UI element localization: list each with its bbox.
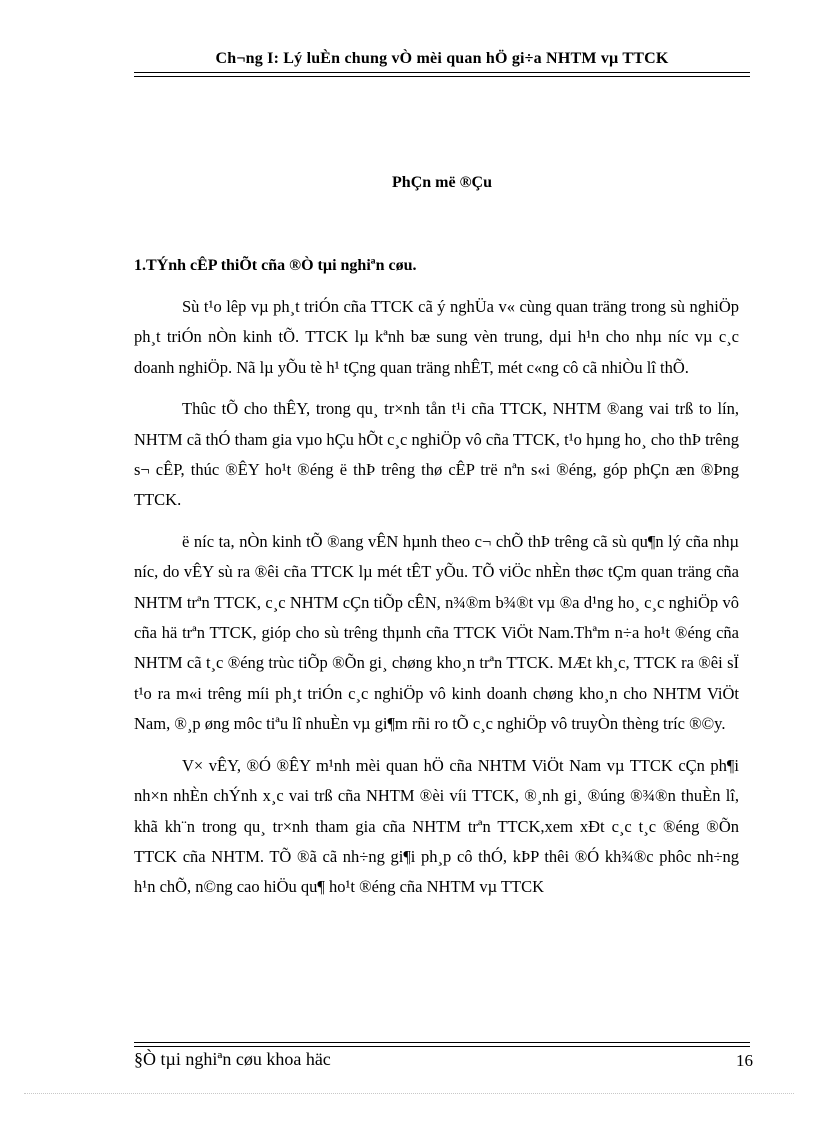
running-header: Ch¬ng I: Lý luÈn chung vÒ mèi quan hÖ gi÷a NHTM vµ TTCK [215, 50, 669, 67]
page-break-line [24, 1093, 794, 1094]
chapter-heading: PhÇn më ®Çu [392, 174, 492, 191]
header-rule-bottom [134, 76, 750, 77]
footer-rule-top [134, 1042, 750, 1043]
section-title: 1.TÝnh cÊP thiÕt cña ®Ò tµi nghiªn cøu. [134, 257, 417, 274]
footer-title: §Ò tµi nghiªn cøu khoa häc [134, 1049, 331, 1069]
paragraph-3: ë níc ta, nÒn kinh tÕ ®ang vÊN hµnh theo c¬ chÕ thÞ trêng cã sù qu¶n lý cña nhµ níc, do vÊY sù ra ®êi cña TTCK lµ mét tÊT yÕu. TÕ viÖc nhÈn thøc tÇm quan träng cña NHTM trªn TTCK, c¸c NHTM cÇn tiÕp cÊN, n¾®m b¾®t vµ ®a d¹ng ho¸ c¸c nghiÖp vô cña hä trªn TTCK, gióp cho sù trêng thµnh cña TTCK ViÖt Nam.Thªm n÷a ho¹t ®éng cña NHTM cã t¸c ®éng trùc tiÕp ®Õn gi¸ chøng kho¸n trªn TTCK. MÆt kh¸c, TTCK ra ®êi sÏ t¹o ra m«i trêng míi ph¸t triÓn c¸c nghiÖp vô kinh doanh chøng kho¸n cho NHTM ViÖt Nam, ®¸p øng môc tiªu lî nhuÈn vµ gi¶m rñi ro tÕ c¸c nghiÖp vô truyÒn thèng tríc ®©y. [134, 531, 739, 734]
header-rule-top [134, 72, 750, 73]
paragraph-4: V× vÊY, ®Ó ®ÊY m¹nh mèi quan hÖ cña NHTM ViÖt Nam vµ TTCK cÇn ph¶i nh×n nhÈn chÝnh x¸c vai trß cña NHTM ®èi víi TTCK, ®¸nh gi¸ ®úng ®¾®n thuÈn lî, khã kh¨n trong qu¸ tr×nh tham gia cña NHTM trªn TTCK,xem xÐt c¸c t¸c ®éng ®Õn TTCK cña NHTM. TÕ ®ã cã nh÷ng gi¶i ph¸p cô thÓ, kÞP thêi ®Ó kh¾®c phôc nh÷ng h¹n chÕ, n©ng cao hiÖu qu¶ ho¹t ®éng cña NHTM vµ TTCK [134, 755, 739, 897]
paragraph-2: Thûc tÕ cho thÊY, trong qu¸ tr×nh tån t¹i cña TTCK, NHTM ®ang vai trß to lín, NHTM cã thÓ tham gia vµo hÇu hÕt c¸c nghiÖp vô cña TTCK, t¹o hµng ho¸ cho thÞ trêng s¬ cÊP, thúc ®ÊY ho¹t ®éng ë thÞ trêng thø cÊP trë nªn s«i ®éng, góp phÇn æn ®Þng TTCK. [134, 399, 739, 510]
paragraph-1: Sù t¹o lêp vµ ph¸t triÓn cña TTCK cã ý nghÜa v« cùng quan träng trong sù nghiÖp ph¸t triÓn nÒn kinh tÕ. TTCK lµ kªnh bæ sung vèn trung, dµi h¹n cho nhµ níc vµ c¸c doanh nghiÖp. Nã lµ yÕu tè h¹ tÇng quan träng nhÊT, mét c«ng cô cã nhiÒu lî thÕ. [134, 297, 739, 377]
page-number: 16 [736, 1051, 753, 1070]
footer-rule-bottom [134, 1046, 750, 1047]
body-text [134, 292, 739, 914]
